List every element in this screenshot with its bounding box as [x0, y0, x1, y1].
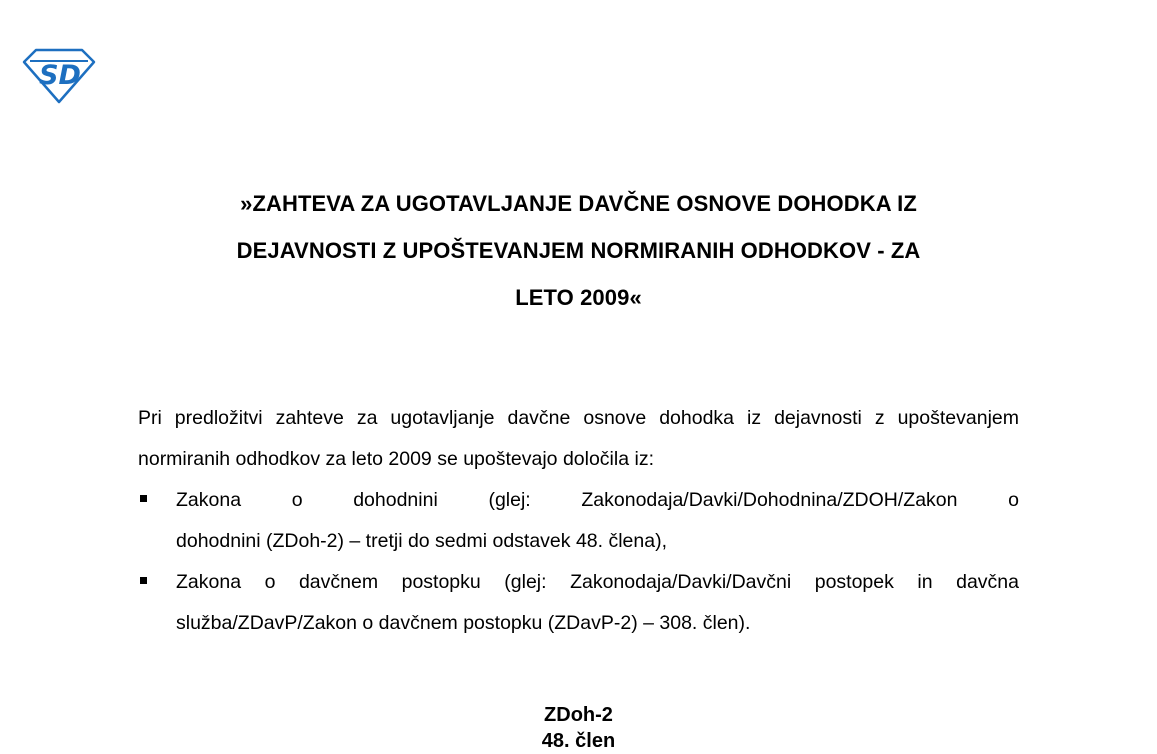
square-bullet-icon	[140, 577, 147, 584]
square-bullet-icon	[140, 495, 147, 502]
article-number: 48. člen	[541, 730, 616, 752]
title-line: LETO 2009«	[515, 285, 642, 310]
list-item	[138, 562, 1019, 644]
section-heading	[138, 702, 1019, 754]
intro-paragraph: Pri predložitvi zahteve za ugotavljanje davčne osnove dohodka iz dejavnosti z upoštevanjem normiranih odhodkov za leto 2009 se upoštevajo določila iz:	[138, 407, 1019, 470]
list-item-line: Zakona o davčnem postopku (glej: Zakonodaja/Davki/Davčni postopek in davčna	[176, 571, 1019, 593]
list-item-line: služba/ZDavP/Zakon o davčnem postopku (ZDavP-2) – 308. člen).	[176, 612, 751, 634]
law-abbreviation: ZDoh-2	[544, 704, 613, 726]
sd-shield-logo-icon	[22, 48, 96, 104]
logo	[22, 48, 96, 104]
title-line: »ZAHTEVA ZA UGOTAVLJANJE DAVČNE OSNOVE DOHODKA IZ	[240, 191, 917, 216]
body-text	[138, 398, 1019, 644]
list-item-line: dohodnini (ZDoh-2) – tretji do sedmi odstavek 48. člena),	[176, 530, 668, 552]
title-line: DEJAVNOSTI Z UPOŠTEVANJEM NORMIRANIH ODHODKOV - ZA	[236, 238, 921, 263]
document-title	[138, 180, 1019, 321]
list-item	[138, 480, 1019, 562]
logo-letters: SD	[39, 60, 81, 91]
list-item-line: Zakona o dohodnini (glej: Zakonodaja/Davki/Dohodnina/ZDOH/Zakon o	[176, 489, 1019, 511]
legal-references-list	[138, 480, 1019, 644]
